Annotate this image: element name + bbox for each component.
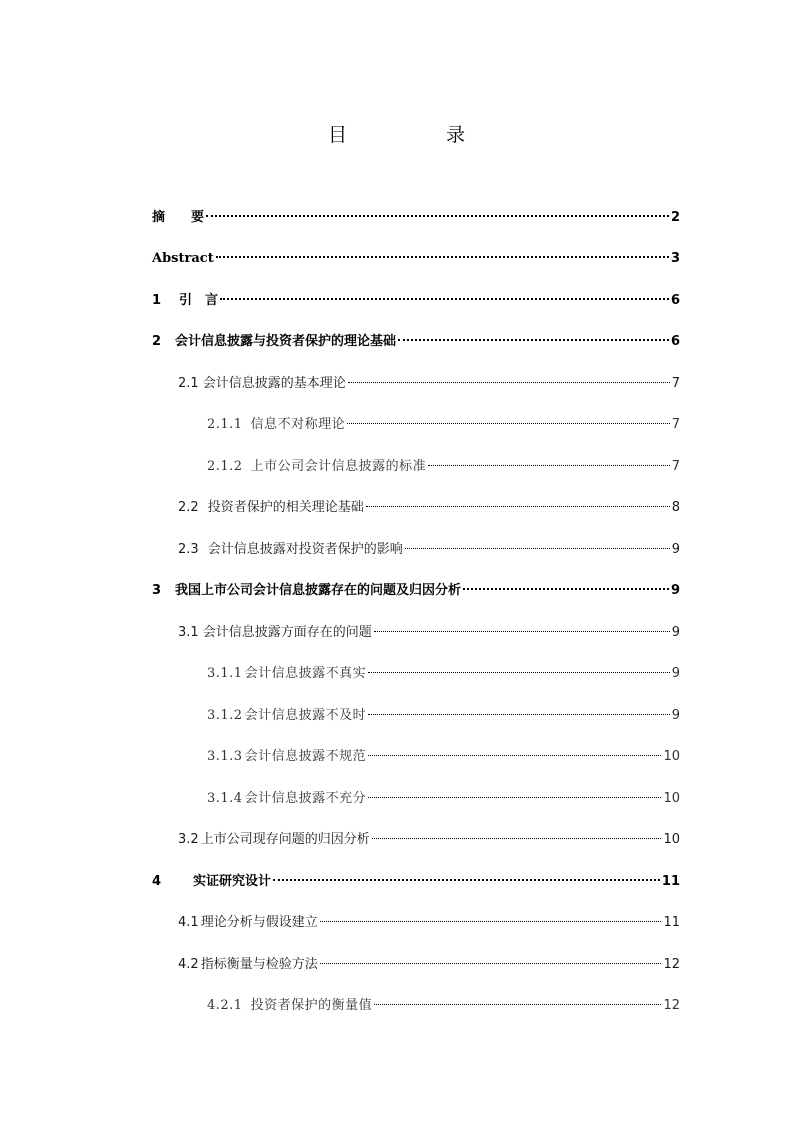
- dot-leader: [366, 506, 670, 507]
- toc-entry-section-3-1-2[interactable]: [207, 706, 680, 726]
- toc-page-number: 12: [663, 957, 680, 972]
- toc-entry-number: 3.1.4: [207, 791, 243, 806]
- toc-entry-label: [207, 457, 426, 477]
- toc-entry-number: 3.1.3: [207, 749, 243, 764]
- toc-entry-label: [207, 747, 366, 767]
- toc-entry-text: 会计信息披露对投资者保护的影响: [207, 542, 403, 557]
- toc-page-number: 10: [663, 832, 680, 847]
- dot-leader: [368, 672, 670, 673]
- dot-leader: [320, 921, 662, 922]
- toc-entry-number: 1: [152, 293, 162, 308]
- toc-page-number: 11: [663, 915, 680, 930]
- toc-entry-number: 3.1.1: [207, 666, 243, 681]
- toc-entry-section-3-1-1[interactable]: [207, 664, 680, 684]
- toc-entry-text: 会计信息披露的基本理论: [202, 376, 346, 391]
- dot-leader: [273, 879, 660, 881]
- toc-entry-number: 2: [152, 334, 162, 349]
- dot-leader: [368, 797, 661, 798]
- toc-page-number: 2: [670, 210, 680, 225]
- toc-entry-text: 我国上市公司会计信息披露存在的问题及归因分析: [175, 583, 462, 598]
- dot-leader: [216, 256, 669, 258]
- toc-page-number: 9: [670, 583, 680, 598]
- toc-page-number: 6: [670, 293, 680, 308]
- dot-leader: [463, 588, 669, 590]
- toc-entry-section-2-3[interactable]: [178, 540, 680, 560]
- toc-entry-number: 4.1: [178, 915, 199, 930]
- toc-entry-label: [207, 664, 366, 684]
- toc-entry-chapter-1[interactable]: [152, 291, 680, 311]
- toc-entry-label: [152, 581, 461, 601]
- dot-leader: [348, 382, 670, 383]
- toc-entry-text: 投资者保护的相关理论基础: [207, 500, 364, 515]
- toc-page-number: 9: [671, 708, 680, 723]
- toc-entry-abstract-cn[interactable]: [152, 208, 680, 228]
- dot-leader: [220, 298, 669, 300]
- toc-entry-section-2-1-1[interactable]: [207, 415, 680, 435]
- toc-entry-number: 2.3: [178, 542, 199, 557]
- toc-entry-text: 理论分析与假设建立: [200, 915, 318, 930]
- toc-entry-text: 上市公司现存问题的归因分析: [200, 832, 370, 847]
- toc-entry-section-3-1[interactable]: [178, 623, 680, 643]
- dot-leader: [206, 215, 669, 217]
- dot-leader: [372, 838, 662, 839]
- toc-entry-text: 会计信息披露方面存在的问题: [202, 625, 372, 640]
- dot-leader: [368, 755, 661, 756]
- toc-entry-label: [152, 291, 218, 311]
- toc-entry-label: [178, 913, 318, 933]
- toc-entry-abstract-en[interactable]: [152, 249, 680, 269]
- toc-entry-label: [178, 540, 403, 560]
- toc-entry-label: [178, 498, 364, 518]
- toc-entry-text: 实证研究设计: [193, 874, 272, 889]
- toc-entry-number: 4.2.1: [207, 998, 243, 1013]
- toc-entry-text: 会计信息披露与投资者保护的理论基础: [175, 334, 397, 349]
- toc-entry-section-2-1[interactable]: [178, 374, 680, 394]
- toc-page-number: 6: [670, 334, 680, 349]
- toc-entry-section-3-1-3[interactable]: [207, 747, 680, 767]
- toc-entry-section-4-2[interactable]: [178, 955, 680, 975]
- toc-entry-chapter-2[interactable]: [152, 332, 680, 352]
- toc-entry-label: [178, 830, 370, 850]
- toc-entry-label: [152, 332, 396, 352]
- toc-page-number: 7: [671, 459, 680, 474]
- toc-page-number: 7: [671, 376, 680, 391]
- toc-page-number: 10: [663, 749, 680, 764]
- dot-leader: [374, 1004, 661, 1005]
- toc-entry-number: 3: [152, 583, 162, 598]
- toc-entry-section-2-1-2[interactable]: [207, 457, 680, 477]
- toc-entry-label: [207, 706, 366, 726]
- toc-entry-number: 4.2: [178, 957, 199, 972]
- toc-entry-text: 信息不对称理论: [250, 417, 346, 432]
- toc-entry-label: [152, 872, 271, 892]
- toc-entry-label: [178, 955, 318, 975]
- toc-entry-section-4-1[interactable]: [178, 913, 680, 933]
- toc-entry-text: 投资者保护的衡量值: [250, 998, 373, 1013]
- toc-entry-number: 3.1.2: [207, 708, 243, 723]
- toc-entry-text: 摘 要: [152, 210, 205, 225]
- toc-entry-section-2-2[interactable]: [178, 498, 680, 518]
- dot-leader: [347, 423, 670, 424]
- toc-entry-number: 2.1.2: [207, 459, 243, 474]
- toc-entry-section-4-2-1[interactable]: [207, 996, 680, 1016]
- toc-entry-section-3-2[interactable]: [178, 830, 680, 850]
- toc-page-number: 11: [661, 874, 680, 889]
- toc-entry-section-3-1-4[interactable]: [207, 789, 680, 809]
- toc-entry-text: 会计信息披露不充分: [244, 791, 367, 806]
- toc-entry-label: [207, 789, 366, 809]
- toc-entry-number: 2.1.1: [207, 417, 243, 432]
- dot-leader: [368, 714, 670, 715]
- toc-entry-text: 上市公司会计信息披露的标准: [250, 459, 427, 474]
- toc-entry-number: 3.1: [178, 625, 199, 640]
- toc-page-number: 9: [671, 625, 680, 640]
- toc-entry-text: 会计信息披露不规范: [244, 749, 367, 764]
- toc-entry-label: [178, 623, 372, 643]
- toc-entry-text: 会计信息披露不及时: [244, 708, 367, 723]
- toc-entry-number: 3.2: [178, 832, 199, 847]
- dot-leader: [405, 548, 670, 549]
- toc-entry-text: 引 言: [179, 293, 219, 308]
- toc-entry-label: [207, 415, 345, 435]
- dot-leader: [320, 963, 662, 964]
- toc-page-number: 10: [663, 791, 680, 806]
- page-title: 目 录: [327, 124, 505, 146]
- toc-entry-text: 指标衡量与检验方法: [200, 957, 318, 972]
- toc-page-number: 7: [671, 417, 680, 432]
- toc-page-number: 9: [671, 542, 680, 557]
- toc-entry-number: 2.2: [178, 500, 199, 515]
- toc-entry-text: 会计信息披露不真实: [244, 666, 367, 681]
- toc-page-number: 3: [670, 251, 680, 266]
- dot-leader: [428, 465, 670, 466]
- toc-entry-label: [178, 374, 346, 394]
- dot-leader: [398, 339, 669, 341]
- dot-leader: [374, 631, 670, 632]
- toc-page-number: 9: [671, 666, 680, 681]
- toc-entry-text: Abstract: [152, 251, 214, 266]
- toc-page-number: 8: [671, 500, 680, 515]
- toc-entry-chapter-3[interactable]: [152, 581, 680, 601]
- toc-entry-label: [207, 996, 372, 1016]
- toc-entry-number: 2.1: [178, 376, 199, 391]
- toc-entry-chapter-4[interactable]: [152, 872, 680, 892]
- toc-page-number: 12: [663, 998, 680, 1013]
- toc-entry-number: 4: [152, 874, 162, 889]
